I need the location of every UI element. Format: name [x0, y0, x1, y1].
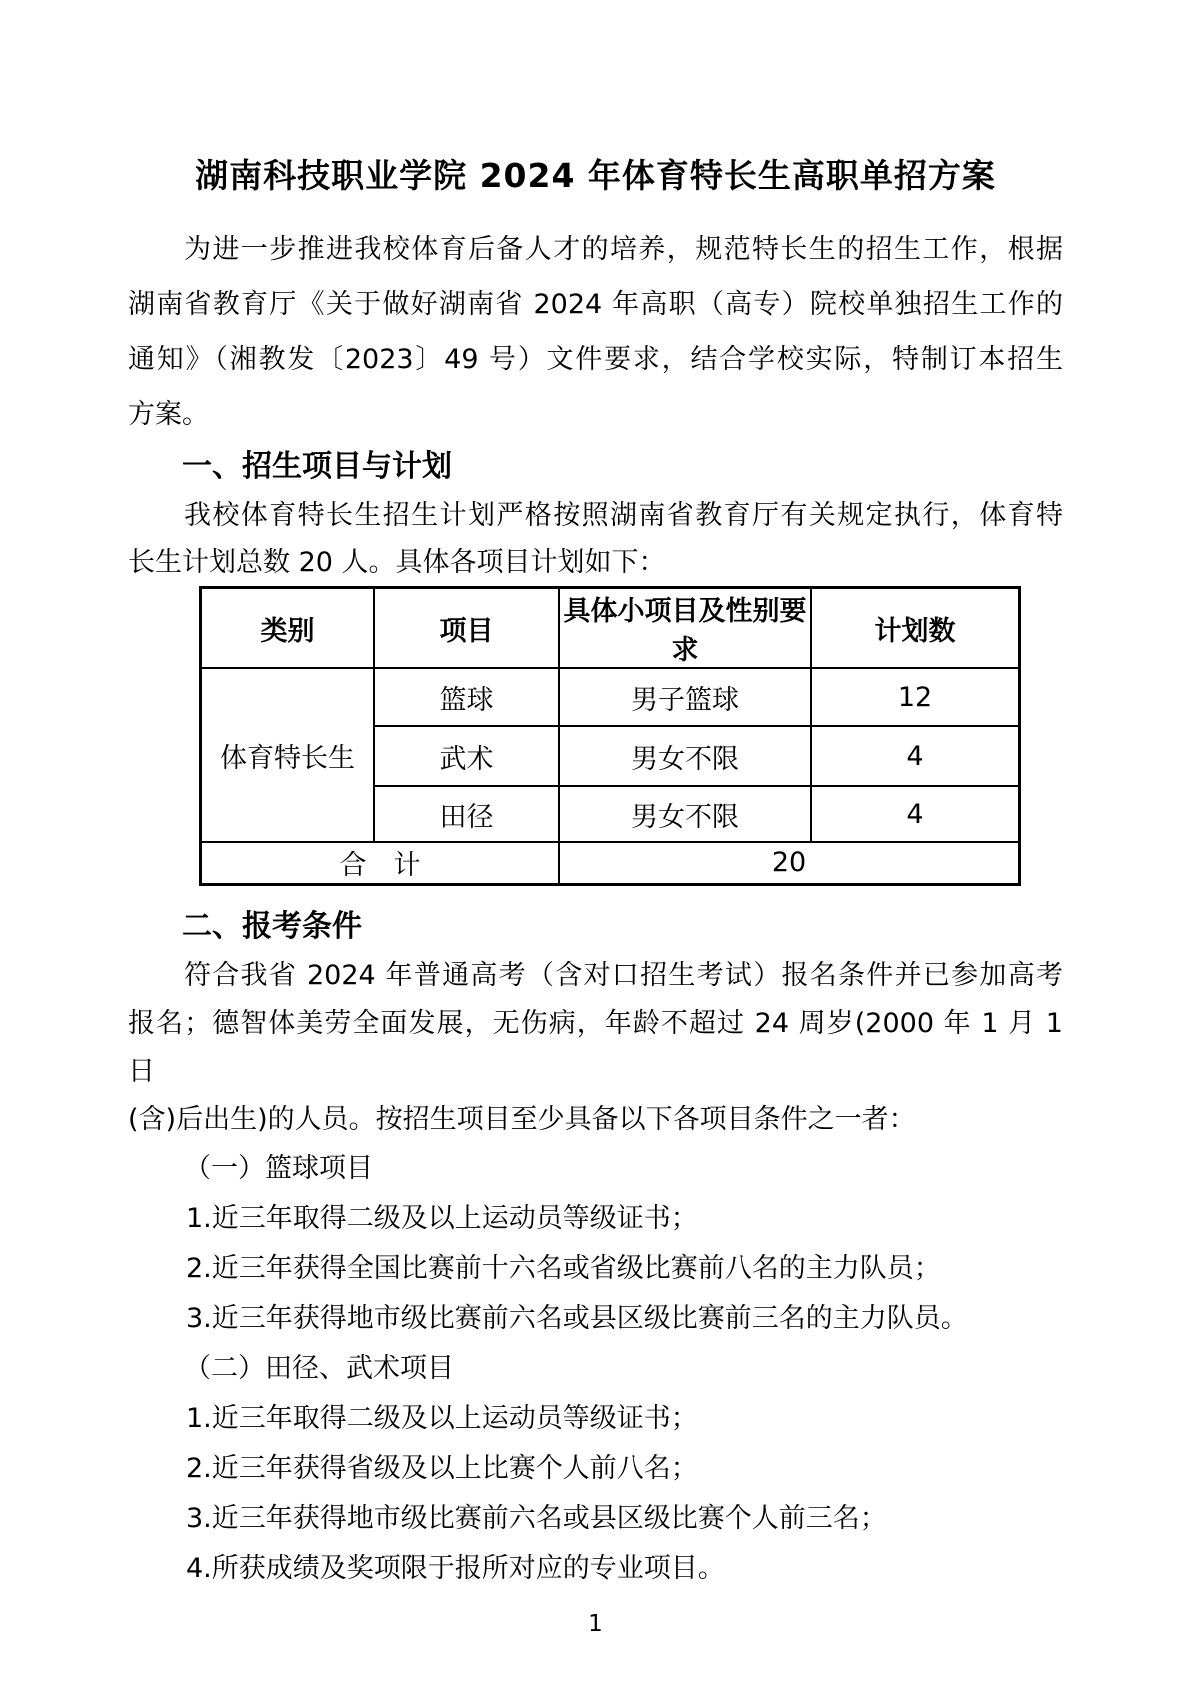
cell-count: 12 [811, 668, 1020, 726]
cell-total-label: 合 计 [201, 842, 560, 884]
basketball-subsection-heading: （一）篮球项目 [184, 1152, 373, 1184]
paragraph-line: 符合我省 2024 年普通高考（含对口招生考试）报名条件并已参加高考 [184, 959, 1063, 991]
list-item: 3.近三年获得地市级比赛前六名或县区级比赛前三名的主力队员。 [186, 1302, 968, 1334]
list-item: 2.近三年获得全国比赛前十六名或省级比赛前八名的主力队员； [186, 1252, 941, 1284]
enrollment-plan-table [199, 586, 1021, 886]
athletics-wushu-subsection-heading: （二）田径、武术项目 [184, 1352, 454, 1384]
section2-paragraph [128, 952, 1063, 1144]
paragraph-line: 湖南省教育厅《关于做好湖南省 2024 年高职（高专）院校单独招生工作的 [128, 289, 1063, 320]
header-project: 项目 [374, 588, 559, 669]
table-total-row [201, 842, 1020, 884]
header-count: 计划数 [811, 588, 1020, 669]
table-header-row [201, 588, 1020, 669]
document-title: 湖南科技职业学院 2024 年体育特长生高职单招方案 [195, 156, 996, 195]
paragraph-line: 方案。 [128, 399, 209, 430]
list-item: 1.近三年取得二级及以上运动员等级证书； [186, 1202, 698, 1234]
cell-project: 田径 [374, 786, 559, 842]
list-item: 2.近三年获得省级及以上比赛个人前八名； [186, 1452, 698, 1484]
paragraph-line: 长生计划总数 20 人。具体各项目计划如下： [128, 547, 666, 578]
page-number: 1 [588, 1610, 603, 1637]
section1-paragraph [128, 492, 1063, 586]
paragraph-line: 报名；德智体美劳全面发展，无伤病，年龄不超过 24 周岁(2000 年 1 月 1 日 [128, 1007, 1063, 1087]
cell-project: 武术 [374, 726, 559, 786]
table-row [201, 668, 1020, 726]
paragraph-line: 通知》（湘教发〔2023〕49 号）文件要求，结合学校实际，特制订本招生 [128, 344, 1063, 375]
list-item: 4.所获成绩及奖项限于报所对应的专业项目。 [186, 1552, 725, 1584]
header-category: 类别 [201, 588, 375, 669]
intro-paragraph [128, 222, 1063, 442]
paragraph-line: 我校体育特长生招生计划严格按照湖南省教育厅有关规定执行，体育特 [184, 500, 1063, 531]
cell-count: 4 [811, 786, 1020, 842]
cell-project: 篮球 [374, 668, 559, 726]
cell-count: 4 [811, 726, 1020, 786]
paragraph-line: 为进一步推进我校体育后备人才的培养，规范特长生的招生工作，根据 [184, 234, 1063, 265]
cell-detail: 男子篮球 [559, 668, 811, 726]
cell-detail: 男女不限 [559, 726, 811, 786]
section1-heading: 一、招生项目与计划 [182, 449, 452, 484]
list-item: 1.近三年取得二级及以上运动员等级证书； [186, 1402, 698, 1434]
paragraph-line: (含)后出生)的人员。按招生项目至少具备以下各项目条件之一者： [128, 1103, 916, 1135]
cell-total-value: 20 [559, 842, 1020, 884]
cell-detail: 男女不限 [559, 786, 811, 842]
list-item: 3.近三年获得地市级比赛前六名或县区级比赛个人前三名； [186, 1502, 887, 1534]
cell-category: 体育特长生 [201, 668, 375, 842]
section2-heading: 二、报考条件 [182, 908, 362, 944]
header-detail: 具体小项目及性别要求 [559, 588, 811, 669]
